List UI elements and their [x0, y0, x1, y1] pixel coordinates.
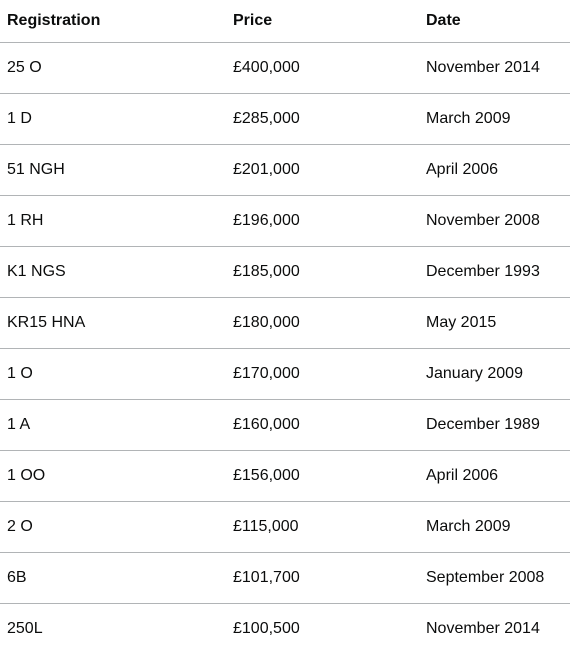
column-header-date: Date	[419, 0, 570, 42]
price-cell: £100,500	[233, 619, 300, 637]
table-header	[0, 0, 570, 42]
table-row	[0, 246, 570, 297]
table-row	[0, 195, 570, 246]
date-cell: May 2015	[419, 297, 570, 348]
table-row	[0, 399, 570, 450]
column-header-registration: Registration	[0, 0, 226, 42]
date-cell: March 2009	[419, 93, 570, 144]
registration-cell: KR15 HNA	[0, 297, 226, 348]
price-cell: £285,000	[226, 93, 419, 144]
price-cell: £160,000	[226, 399, 419, 450]
price-cell: £170,000	[226, 348, 419, 399]
registration-cell: 6B	[0, 552, 226, 603]
registration-cell: K1 NGS	[0, 246, 226, 297]
table-row	[0, 297, 570, 348]
registration-cell: 25 O	[0, 42, 226, 93]
table-body	[0, 42, 570, 654]
price-cell: £400,000	[226, 42, 419, 93]
table-row	[0, 552, 570, 603]
registration-cell: 1 RH	[0, 195, 226, 246]
table-row	[0, 450, 570, 501]
registration-cell: 1 A	[0, 399, 226, 450]
date-cell: April 2006	[419, 144, 570, 195]
date-cell: November 2014	[419, 42, 570, 93]
price-cell: £196,000	[226, 195, 419, 246]
price-cell: £115,000	[226, 501, 419, 552]
price-cell: £101,700	[226, 552, 419, 603]
date-cell: November 2008	[419, 195, 570, 246]
header-row	[0, 0, 570, 42]
table-row	[0, 603, 570, 654]
price-cell: £156,000	[226, 450, 419, 501]
price-cell: £185,000	[226, 246, 419, 297]
date-cell: December 1989	[419, 399, 570, 450]
registration-cell: 1 O	[0, 348, 226, 399]
date-cell: December 1993	[419, 246, 570, 297]
table-row	[0, 93, 570, 144]
date-cell: September 2008	[419, 552, 570, 603]
table-row	[0, 144, 570, 195]
registration-cell: 51 NGH	[0, 144, 226, 195]
table-row	[0, 42, 570, 93]
column-header-price: Price	[226, 0, 419, 42]
registration-cell: 1 OO	[0, 450, 226, 501]
date-cell: March 2009	[419, 501, 570, 552]
date-cell: January 2009	[419, 348, 570, 399]
price-cell: £180,000	[226, 297, 419, 348]
date-cell: November 2014	[426, 619, 540, 637]
registration-cell: 250L	[7, 619, 43, 637]
date-cell: April 2006	[419, 450, 570, 501]
registration-cell: 2 O	[0, 501, 226, 552]
table-row	[0, 501, 570, 552]
table-row	[0, 348, 570, 399]
price-cell: £201,000	[226, 144, 419, 195]
registration-cell: 1 D	[0, 93, 226, 144]
